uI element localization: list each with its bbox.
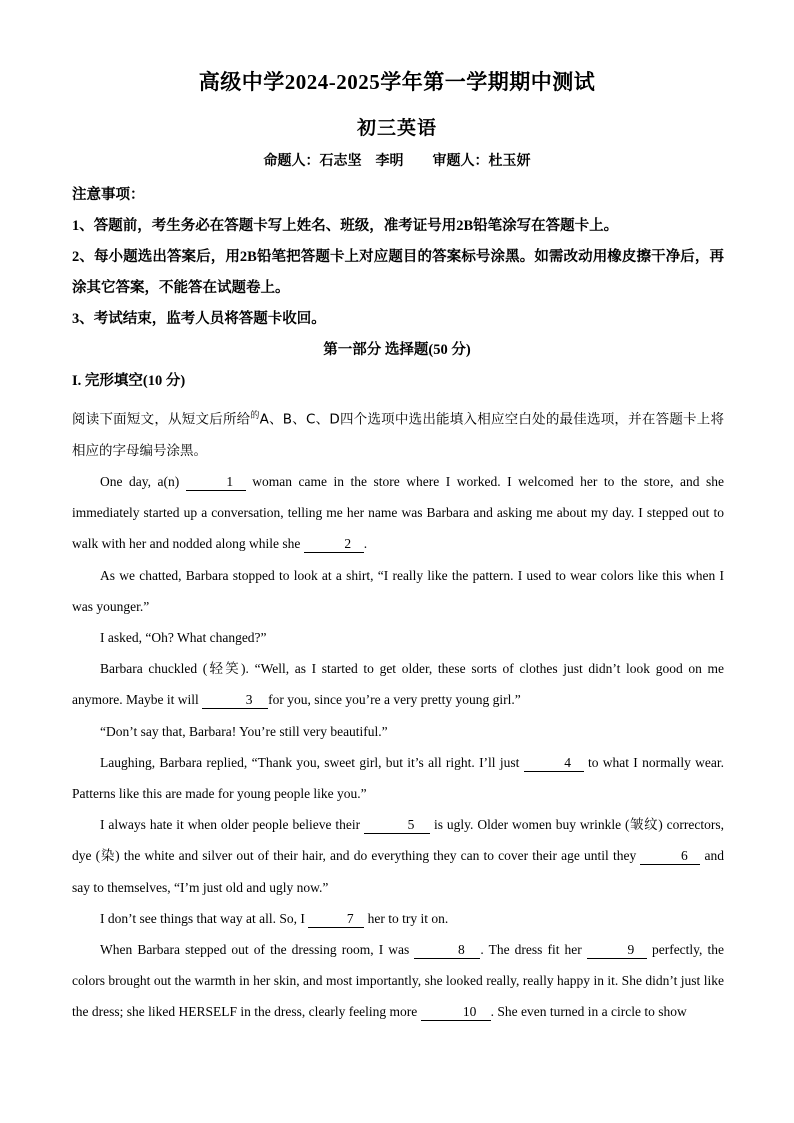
text: Barbara chuckled (轻笑). “Well, as I started to get older, these sorts of clothes just didn’t look good on me anymore. Maybe it will bbox=[72, 661, 724, 708]
notes-block bbox=[72, 180, 724, 335]
blank-3: 3 bbox=[202, 692, 268, 709]
exam-subject: 初三英语 bbox=[356, 118, 437, 139]
note-item-2: 2、每小题选出答案后，用2B铅笔把答题卡上对应题目的答案标号涂黑。如需改动用橡皮擦干净后，再涂其它答案，不能答在试题卷上。 bbox=[72, 249, 724, 296]
text: to what I normally wear. Patterns like this are made for young people like you.” bbox=[72, 754, 725, 802]
text: woman came in the store where I worked. I welcomed her to the store, and she immediately started up a conversation, telling me her name was Barbara and asking me about my day. I stepped out to walk with her and nodded along while she bbox=[72, 474, 724, 552]
blank-9: 9 bbox=[587, 942, 647, 959]
part-title: I. 完形填空(10 分) bbox=[72, 373, 186, 389]
text: is ugly. Older women buy wrinkle (皱纹) correctors, dye (染) the white and silver out of their hair, and do everything they can to cover their age until they bbox=[72, 817, 724, 864]
text: her to try it on. bbox=[364, 910, 449, 926]
text: One day, a(n) bbox=[100, 474, 186, 489]
paragraph-7 bbox=[72, 809, 724, 903]
paragraph-1 bbox=[72, 466, 724, 560]
blank-2: 2 bbox=[304, 536, 364, 553]
text: . She even turned in a circle to show bbox=[490, 1004, 687, 1020]
setter-names: 命题人：石志坚 李明 bbox=[263, 154, 404, 169]
paragraph-5: “Don’t say that, Barbara! You’re still very beautiful.” bbox=[100, 723, 388, 739]
text: When Barbara stepped out of the dressing room, I was bbox=[100, 942, 415, 958]
exam-title: 高级中学2024-2025学年第一学期期中测试 bbox=[198, 70, 596, 94]
blank-5: 5 bbox=[364, 817, 430, 834]
note-item-1: 1、答题前，考生务必在答题卡写上姓名、班级，准考证号用2B铅笔涂写在答题卡上。 bbox=[72, 218, 619, 234]
text: for you, since you’re a very pretty young girl.” bbox=[268, 692, 521, 708]
text: I always hate it when older people believe their bbox=[100, 817, 365, 833]
notes-heading: 注意事项： bbox=[72, 187, 145, 203]
text: Laughing, Barbara replied, “Thank you, sweet girl, but it’s all right. I’ll just bbox=[100, 754, 524, 770]
exam-authors bbox=[0, 150, 794, 170]
blank-6: 6 bbox=[640, 848, 700, 865]
instructions-end: A、B、C、D四个选项中选出能填入相应空白处的最佳选项，并在答题卡上将相应的字母编号涂黑。 bbox=[72, 411, 724, 459]
text: I don’t see things that way at all. So, I bbox=[100, 910, 309, 926]
blank-4: 4 bbox=[524, 755, 584, 772]
section-title: 第一部分 选择题(50 分) bbox=[323, 342, 471, 358]
text: . The dress fit her bbox=[480, 942, 587, 958]
note-item-3: 3、考试结束，监考人员将答题卡收回。 bbox=[72, 311, 326, 327]
passage bbox=[72, 466, 724, 1028]
reviewer-name: 审题人：杜玉妍 bbox=[432, 154, 531, 169]
paragraph-9 bbox=[72, 934, 724, 1028]
paragraph-4 bbox=[72, 653, 724, 715]
text: and say to themselves, “I’m just old and ugly now.” bbox=[72, 848, 724, 895]
paragraph-3: I asked, “Oh? What changed?” bbox=[100, 630, 267, 646]
instructions-superscript: 的 bbox=[250, 411, 260, 421]
blank-8: 8 bbox=[414, 942, 480, 959]
paragraph-2: As we chatted, Barbara stopped to look at a shirt, “I really like the pattern. I used to wear colors like this when I was younger.” bbox=[72, 567, 724, 614]
instructions-start: 阅读下面短文，从短文后所给 bbox=[72, 411, 251, 428]
instructions bbox=[72, 401, 724, 467]
blank-10: 10 bbox=[421, 1004, 491, 1021]
blank-7: 7 bbox=[308, 911, 364, 928]
text: perfectly, the colors brought out the warmth in her skin, and most importantly, she looked really, really happy in it. She didn’t just like the dress; she liked HERSELF in the dress, clearly feeling more bbox=[72, 942, 724, 1020]
blank-1: 1 bbox=[186, 474, 246, 491]
paragraph-8 bbox=[72, 903, 724, 934]
paragraph-6 bbox=[72, 747, 724, 809]
text: . bbox=[363, 536, 368, 552]
